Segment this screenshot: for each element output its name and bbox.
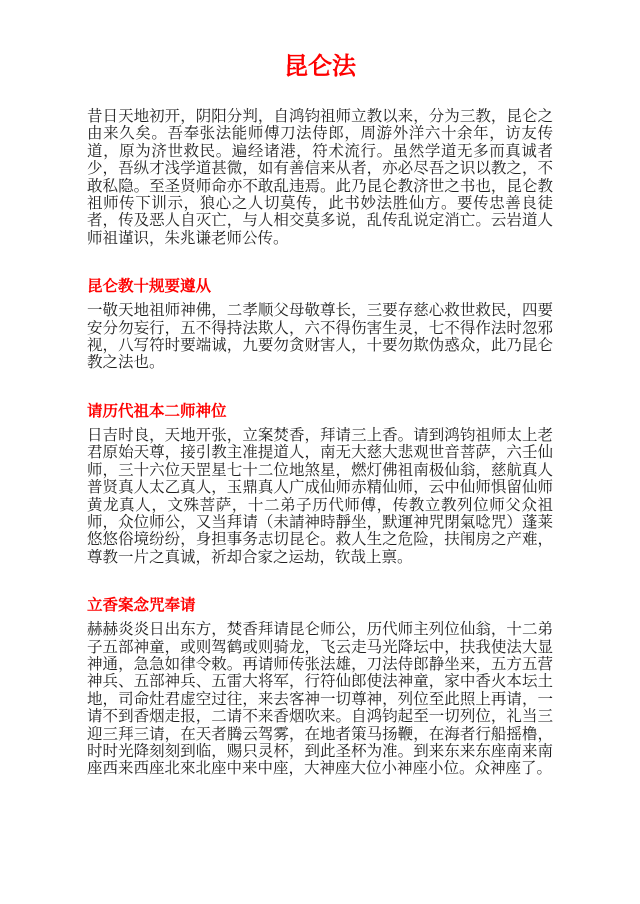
section-incense-incantation — [87, 597, 553, 778]
page-title: 昆仑法 — [284, 54, 356, 80]
section-body-ancestor-tablets: 日吉时良，天地开张，立案焚香，拜请三上香。请到鸿钧祖师太上老君原始天尊，接引教主准提道人，南无大慈大悲观世音菩萨，六壬仙师，三十六位天罡星七十二位地煞星，燃灯佛祖南极仙翁，慈航真人普贤真人太乙真人，玉鼎真人广成仙师赤精仙师，云中仙师惧留仙师黄龙真人，文殊菩萨，十二弟子历代师傅，传教立教列位师父众祖师，众位师公，又当拜请（未請神時靜坐，默運神咒閉氣唸咒）蓬莱悠悠俗境纷纷，身担事务志切昆仑。救人生之危险，扶闱房之产难，尊教一片之真诚，祈却合家之运劫，钦哉上禀。 — [87, 426, 553, 566]
section-heading-incense-incantation: 立香案念咒奉请 — [87, 597, 196, 615]
intro-paragraph: 昔日天地初开，阴阳分判，自鸿钧祖师立教以来，分为三教，昆仑之由来久矣。吾奉张法能师傅刀法侍郎，周游外洋六十余年，访友传道，原为济世救民。遍经诸港，符术流行。虽然学道无多而真诚者少，吾纵才浅学道甚微，如有善信来从者，亦必尽吾之识以教之，不敢私隐。至圣贤师命亦不敢乱违焉。此乃昆仑教济世之书也，昆仑教祖师传下训示，狼心之人切莫传，此书妙法胜仙方。要传忠善良徒者，传及恶人自灭亡，与人相交莫多说，乱传乱说定消亡。云岩道人师祖谨识，朱兆谦老师公传。 — [87, 108, 553, 247]
section-body-incense-incantation: 赫赫炎炎日出东方，焚香拜请昆仑师公，历代师主列位仙翁，十二弟子五部神童，或则驾鹤或则骑龙，飞云走马光降坛中，扶我使法大显神通，急急如律令敕。再请师传张法雄，刀法侍郎静坐来，五方五营神兵、五部神兵、五雷大将军，行符仙郎使法神童，家中香火本坛土地，司命灶君虚空过往，来去客神一切尊神，列位至此照上再请，一请不到香烟走报，二请不来香烟吹来。自鸿钧起至一切列位，礼当三迎三拜三请，在天者腾云驾雾，在地者策马扬鞭，在海者行船摇橹，时时光降刻刻到临，赐只灵杯，到此圣杯为准。到来东来东座南来南座西来西座北來北座中来中座，大神座大位小神座小位。众神座了。 — [87, 621, 553, 778]
section-body-ten-rules: 一敬天地祖师神佛，二孝顺父母敬尊长，三要存慈心救世救民，四要安分勿妄行，五不得持法欺人，六不得伤害生灵，七不得作法时忽邪视，八写符时要端诚，九要勿贪财害人，十要勿欺伪惑众，此乃昆仑教之法也。 — [87, 302, 553, 372]
section-ancestor-tablets — [87, 403, 553, 566]
section-heading-ten-rules: 昆仑教十规要遵从 — [87, 278, 212, 296]
section-ten-rules — [87, 278, 553, 372]
section-heading-ancestor-tablets: 请历代祖本二师神位 — [87, 402, 227, 420]
